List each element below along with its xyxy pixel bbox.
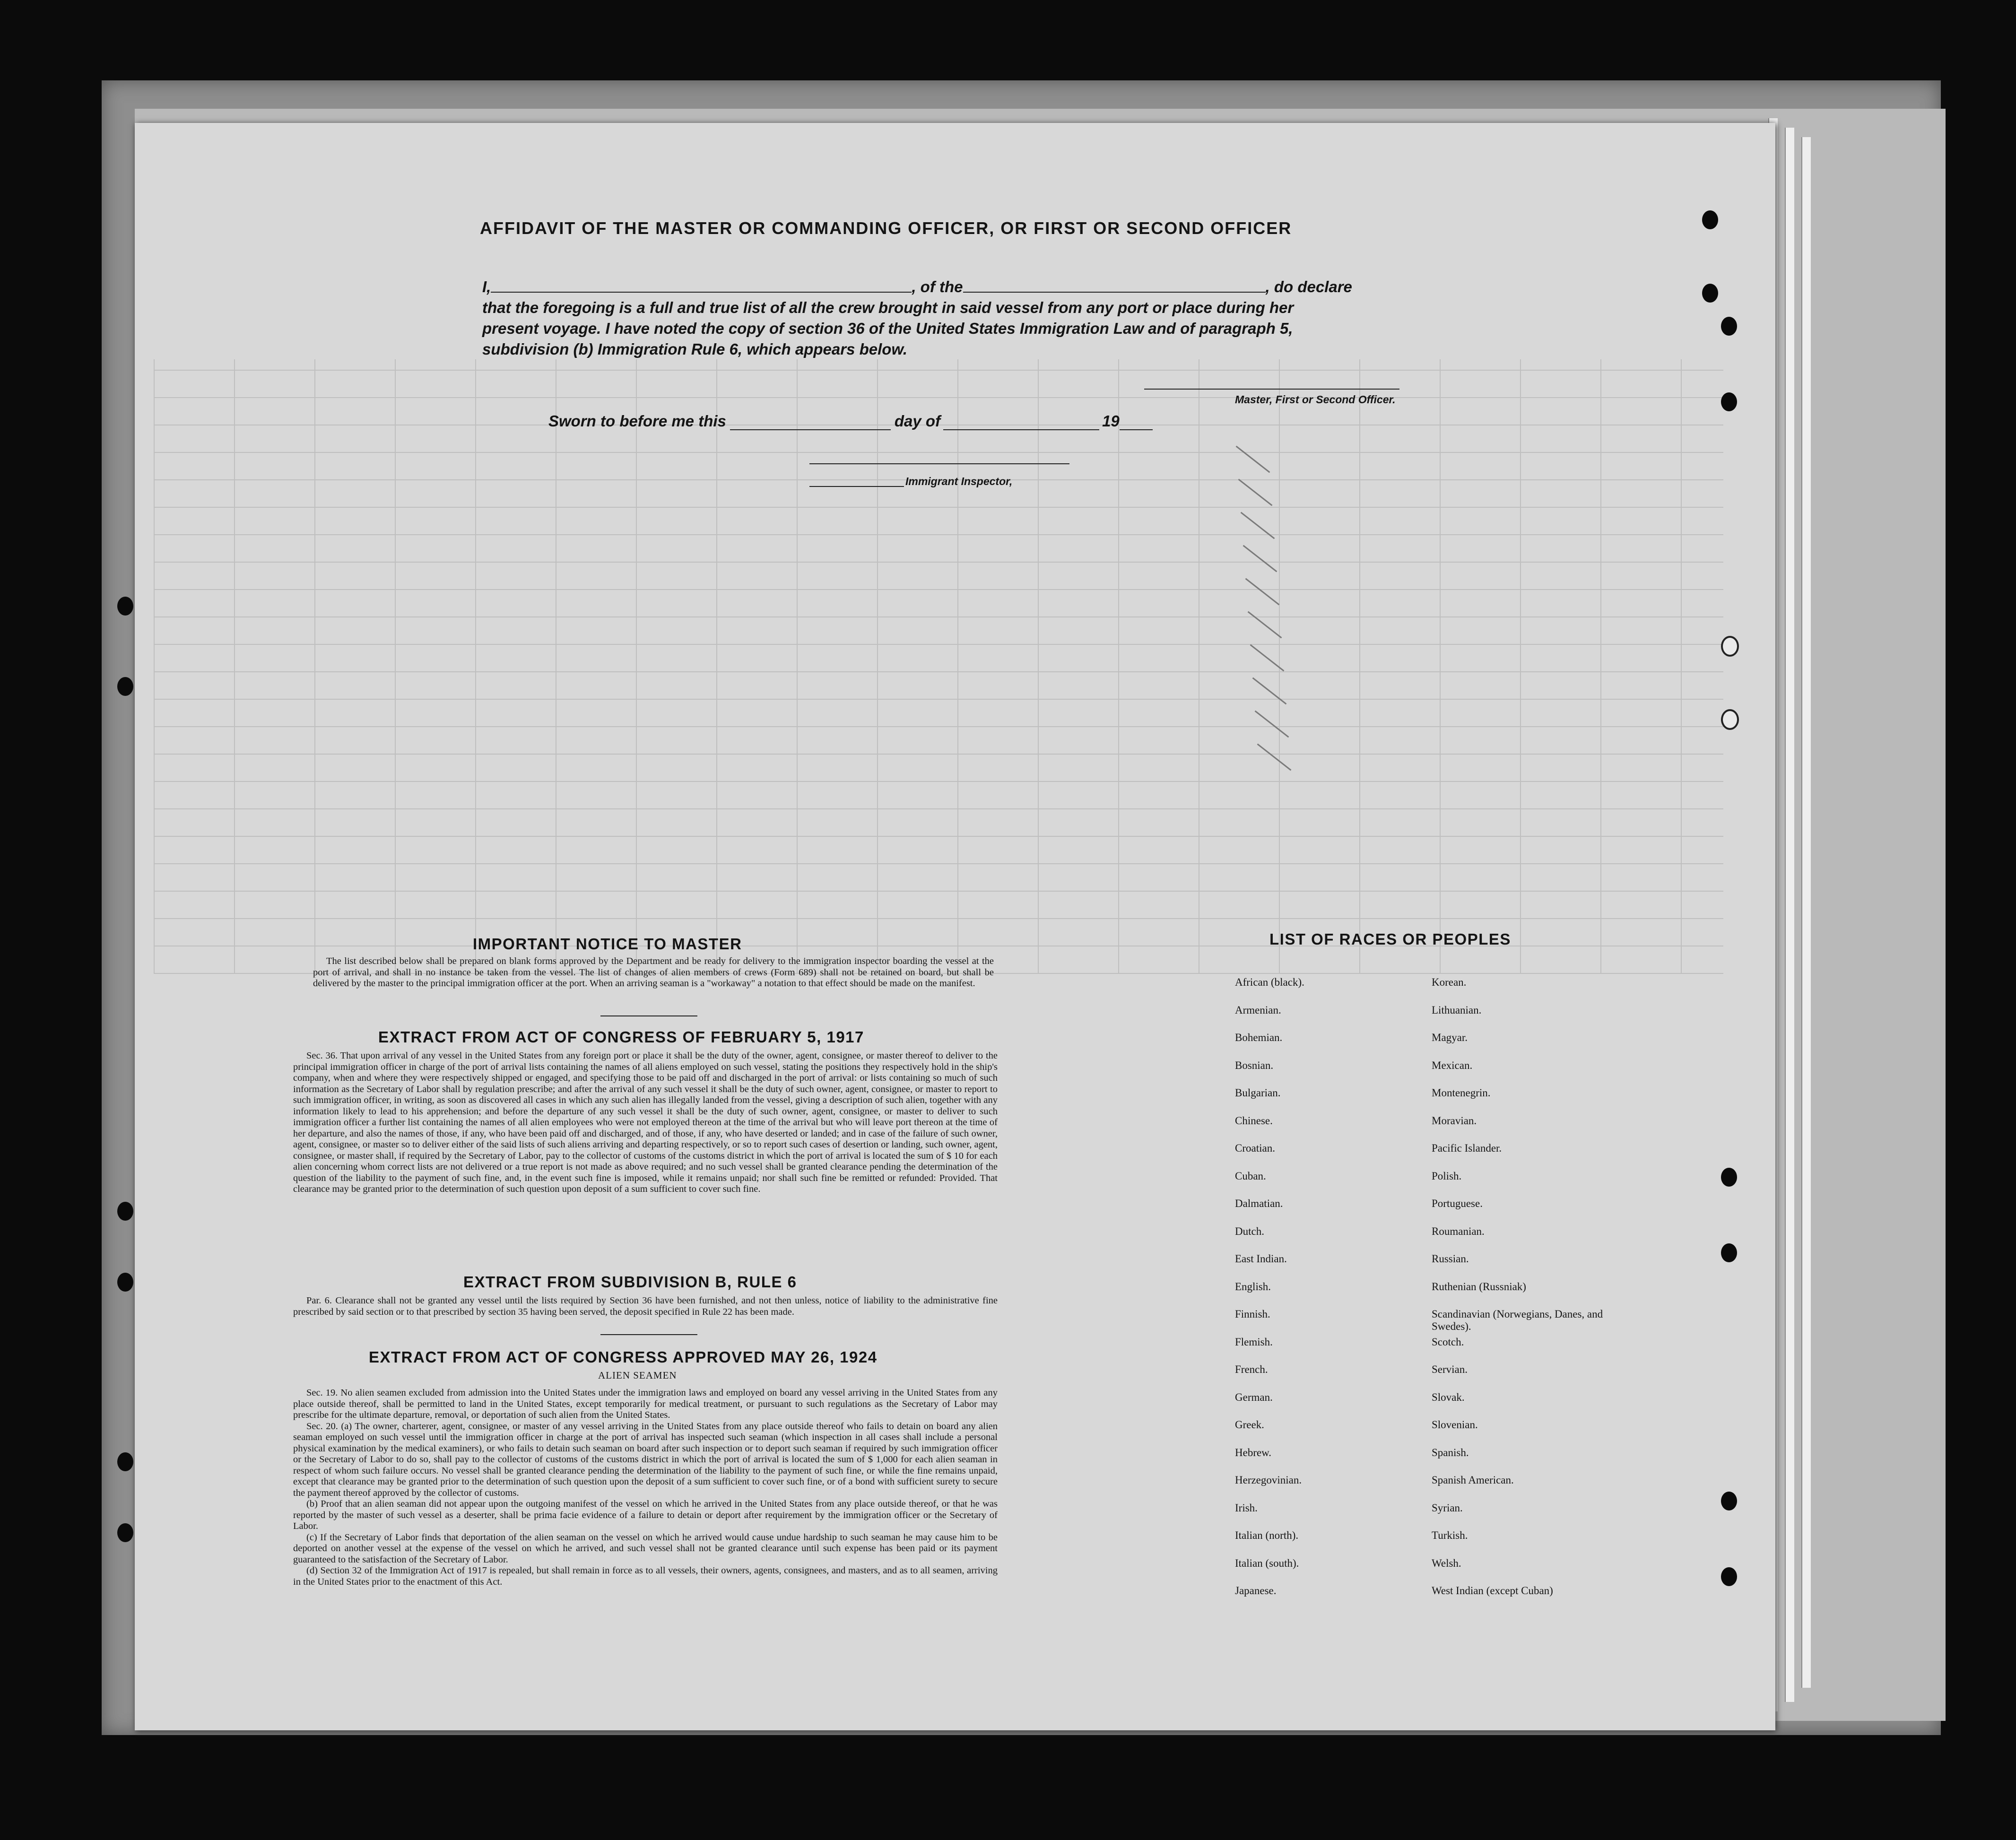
race-item: Portuguese. <box>1432 1198 1483 1209</box>
race-item: Italian (south). <box>1235 1557 1299 1569</box>
page-edge <box>1801 137 1811 1688</box>
race-item: Croatian. <box>1235 1142 1275 1154</box>
affidavit-line-4: subdivision (b) Immigration Rule 6, which appears below. <box>482 340 908 358</box>
race-item: Montenegrin. <box>1432 1087 1491 1099</box>
section-19-paragraph: Sec. 19. No alien seamen excluded from admission into the United States under the immigration laws and employed on board any vessel arriving in the United States from any place outside thereof, shall be permitted to land in the United States, except temporarily for medical treatment, or pursuant to such regulations as the Secretary of Labor may prescribe for the ultimate departure, removal, or deportation of such alien from the United States. <box>293 1388 998 1420</box>
inspector-signature-line[interactable] <box>809 463 1069 464</box>
race-item: Magyar. <box>1432 1032 1468 1043</box>
section-36-paragraph: Sec. 36. That upon arrival of any vessel in the United States from any foreign port or place it shall be the duty of the owner, agent, consignee, or master thereof to deliver to the principal immigration officer in charge of the port of arrival lists containing the names of all aliens employed on such vessel, stating the positions they respectively hold in the ship's company, when and where they were respectively shipped or engaged, and specifying those to be paid off and discharged in the port of arrival: or lists containing so much of such information as the Secretary of Labor shall by regulation prescribe; and after the arrival of any such vessel it shall be the duty of such owner, agent, consignee, or master to report to such immigration officer, in writing, as soon as discovered all cases in which any such alien has illegally landed from the vessel, giving a description of such alien, together with any information likely to lead to his apprehension; and before the departure of any such vessel it shall be the duty of such owner, agent, consignee, or master to deliver to such immigration officer a further list containing the names of all alien employees who were not employed thereon at the time of the arrival but who will leave port thereon at the time of her departure, and also the names of those, if any, who have been paid off and discharged, and of those, if any, who have deserted or landed; and in case of the failure of such owner, agent, consignee, or master so to deliver either of the said lists of such aliens arriving and departing respectively, or so to report such cases of desertion or landing, such owner, agent, consignee, or master shall, if required by the Secretary of Labor, pay to the collector of customs of the customs district in which the port of arrival is located the sum of $ 10 for each alien concerning whom correct lists are not delivered or a true report is not made as above required; and no such vessel shall be granted clearance pending the determination of the question of the liability to the payment of such fine, and, in the event such fine is imposed, while it remains unpaid; nor shall such fine be remitted or refunded: Provided. That clearance may be granted prior to the determination of such question upon deposit of a sum sufficient to cover such fine. <box>293 1050 998 1194</box>
sworn-day: day of <box>894 412 941 430</box>
page-edge <box>1785 128 1794 1702</box>
extract-1924-text <box>293 1388 998 1588</box>
race-item: Bosnian. <box>1235 1059 1274 1071</box>
sworn-prefix: Sworn to before me this <box>548 412 726 430</box>
rule-6-paragraph: Par. 6. Clearance shall not be granted any vessel until the lists required by Section 36 have been furnished, and not then unless, notice of liability to the administrative fine prescribed by said section or to that prescribed by section 35 having been served, the deposit specified in Rule 22 has been made. <box>293 1295 998 1317</box>
extract-1924-title: EXTRACT FROM ACT OF CONGRESS APPROVED MAY 26, 1924 <box>369 1348 878 1366</box>
race-item: Irish. <box>1235 1502 1258 1514</box>
extract-1924-subtitle: ALIEN SEAMEN <box>598 1370 677 1381</box>
race-item: Spanish American. <box>1432 1474 1514 1486</box>
race-item: Moravian. <box>1432 1114 1477 1127</box>
races-left-column <box>1235 976 1391 1613</box>
affidavit-declare: , do declare <box>1265 278 1352 295</box>
rule-6-text <box>293 1295 998 1318</box>
rule-6-title: EXTRACT FROM SUBDIVISION B, RULE 6 <box>463 1273 797 1291</box>
race-item: Scotch. <box>1432 1336 1464 1348</box>
sworn-year-blank[interactable] <box>1120 416 1153 430</box>
affidavit-line-1 <box>482 277 1390 297</box>
section-20c-paragraph: (c) If the Secretary of Labor finds that deportation of the alien seaman on the vessel on which he arrived would cause undue hardship to such seaman he may cause him to be deported on another vessel at the expense of the vessel on which he arrived, and such vessel shall not be granted clearance until such expense has been paid or its payment guaranteed to the satisfaction of the Secretary of Labor. <box>293 1532 998 1565</box>
race-item: Bohemian. <box>1235 1032 1283 1043</box>
bleed-through-grid <box>154 359 1723 974</box>
race-item: Finnish. <box>1235 1308 1270 1320</box>
notice-title: IMPORTANT NOTICE TO MASTER <box>473 935 742 953</box>
race-item: Ruthenian (Russniak) <box>1432 1280 1526 1293</box>
race-item: French. <box>1235 1363 1268 1375</box>
race-item: African (black). <box>1235 976 1304 988</box>
race-item: Bulgarian. <box>1235 1087 1281 1099</box>
race-item: Cuban. <box>1235 1170 1266 1182</box>
races-title: LIST OF RACES OR PEOPLES <box>1269 930 1511 948</box>
affidavit-of: , of the <box>912 278 963 295</box>
race-item: East Indian. <box>1235 1253 1287 1265</box>
vessel-blank[interactable] <box>963 277 1266 293</box>
inspector-line-short <box>809 486 904 487</box>
race-item: Polish. <box>1432 1170 1462 1182</box>
race-item: Spanish. <box>1432 1446 1469 1458</box>
race-item: Scandinavian (Norwegians, Danes, and Swedes). <box>1432 1308 1603 1332</box>
race-item: Dalmatian. <box>1235 1198 1283 1209</box>
section-20d-paragraph: (d) Section 32 of the Immigration Act of 1917 is repealed, but shall remain in force as to all vessels, their owners, agents, consignees, and masters, and as to all seamen, arriving in the United States prior to the enactment of this Act. <box>293 1565 998 1587</box>
section-20a-paragraph: Sec. 20. (a) The owner, charterer, agent, consignee, or master of any vessel arriving in the United States from any place outside thereof who fails to detain on board any alien seaman employed on such vessel until the immigration officer in charge at the port of arrival has inspected such seaman (which inspection in all cases shall include a personal physical examination by the medical examiners), or who fails to detain such seaman on board after such inspection or to deport such seaman if required by such immigration officer or the Secretary of Labor to do so, shall pay to the collector of customs of the customs district in which the port of arrival is located the sum of $ 1,000 for each alien seaman in respect of whom such failure occurs. No vessel shall be granted clearance pending the determination of the liability to the payment of such fine, or while the fine remains unpaid, except that clearance may be granted prior to the determination of such question upon the deposit of a sum sufficient to cover such fine, or of a bond with sufficient surety to secure the payment thereof approved by the collector of customs. <box>293 1421 998 1498</box>
race-item: German. <box>1235 1391 1273 1403</box>
name-blank[interactable] <box>491 277 912 293</box>
race-item: Turkish. <box>1432 1529 1468 1541</box>
master-caption: Master, First or Second Officer. <box>1235 393 1396 406</box>
race-item: Chinese. <box>1235 1114 1273 1127</box>
race-item: Dutch. <box>1235 1225 1264 1237</box>
races-right-column <box>1432 976 1611 1613</box>
affidavit-line-3: present voyage. I have noted the copy of section 36 of the United States Immigration Law and of paragraph 5, <box>482 320 1293 337</box>
inspector-caption: Immigrant Inspector, <box>905 475 1013 487</box>
affidavit-title: AFFIDAVIT OF THE MASTER OR COMMANDING OFFICER, OR FIRST OR SECOND OFFICER <box>480 218 1292 238</box>
affidavit-i: I, <box>482 278 491 295</box>
race-item: Korean. <box>1432 976 1467 988</box>
sworn-year: 19 <box>1102 412 1120 430</box>
race-item: Japanese. <box>1235 1585 1277 1597</box>
race-item: Servian. <box>1432 1363 1468 1375</box>
race-item: Syrian. <box>1432 1502 1463 1514</box>
race-item: Herzegovinian. <box>1235 1474 1302 1486</box>
sworn-line <box>548 412 1153 430</box>
divider <box>600 1015 697 1016</box>
race-item: Roumanian. <box>1432 1225 1485 1237</box>
divider <box>600 1334 697 1335</box>
affidavit-line-2: that the foregoing is a full and true list of all the crew brought in said vessel from any port or place during her <box>482 299 1294 316</box>
notice-text <box>313 956 994 989</box>
race-item: Lithuanian. <box>1432 1004 1482 1016</box>
race-item: Italian (north). <box>1235 1529 1299 1541</box>
race-item: Flemish. <box>1235 1336 1273 1348</box>
extract-1917-title: EXTRACT FROM ACT OF CONGRESS OF FEBRUARY 5, 1917 <box>378 1028 864 1046</box>
race-item: Mexican. <box>1432 1059 1473 1071</box>
race-item: West Indian (except Cuban) <box>1432 1585 1553 1597</box>
race-item: English. <box>1235 1280 1271 1293</box>
affidavit-body <box>482 277 1390 360</box>
extract-1917-text <box>293 1050 998 1195</box>
sworn-date-blank[interactable] <box>730 416 891 430</box>
race-item: Slovak. <box>1432 1391 1465 1403</box>
sworn-month-blank[interactable] <box>943 416 1099 430</box>
race-item: Greek. <box>1235 1419 1264 1431</box>
master-signature-line[interactable] <box>1144 389 1399 390</box>
race-item: Hebrew. <box>1235 1446 1272 1458</box>
race-item: Pacific Islander. <box>1432 1142 1502 1154</box>
race-item: Russian. <box>1432 1253 1469 1265</box>
race-item: Slovenian. <box>1432 1419 1478 1431</box>
race-item: Armenian. <box>1235 1004 1281 1016</box>
notice-paragraph: The list described below shall be prepared on blank forms approved by the Department and be ready for delivery to the immigration inspector boarding the vessel at the port of arrival, and shall in no instance be taken from the vessel. The list of changes of alien members of crews (Form 689) shall not be retained on board, but shall be delivered by the master to the principal immigration officer at the port. When an arriving seaman is a "workaway" a notation to that effect should be made on the manifest. <box>313 956 994 989</box>
race-item: Welsh. <box>1432 1557 1461 1569</box>
section-20b-paragraph: (b) Proof that an alien seaman did not appear upon the outgoing manifest of the vessel on which he arrived in the United States from any place outside thereof, or that he was reported by the master of such vessel as a deserter, shall be prima facie evidence of a failure to detain or deport after requirement by the immigration officer or the Secretary of Labor. <box>293 1499 998 1531</box>
